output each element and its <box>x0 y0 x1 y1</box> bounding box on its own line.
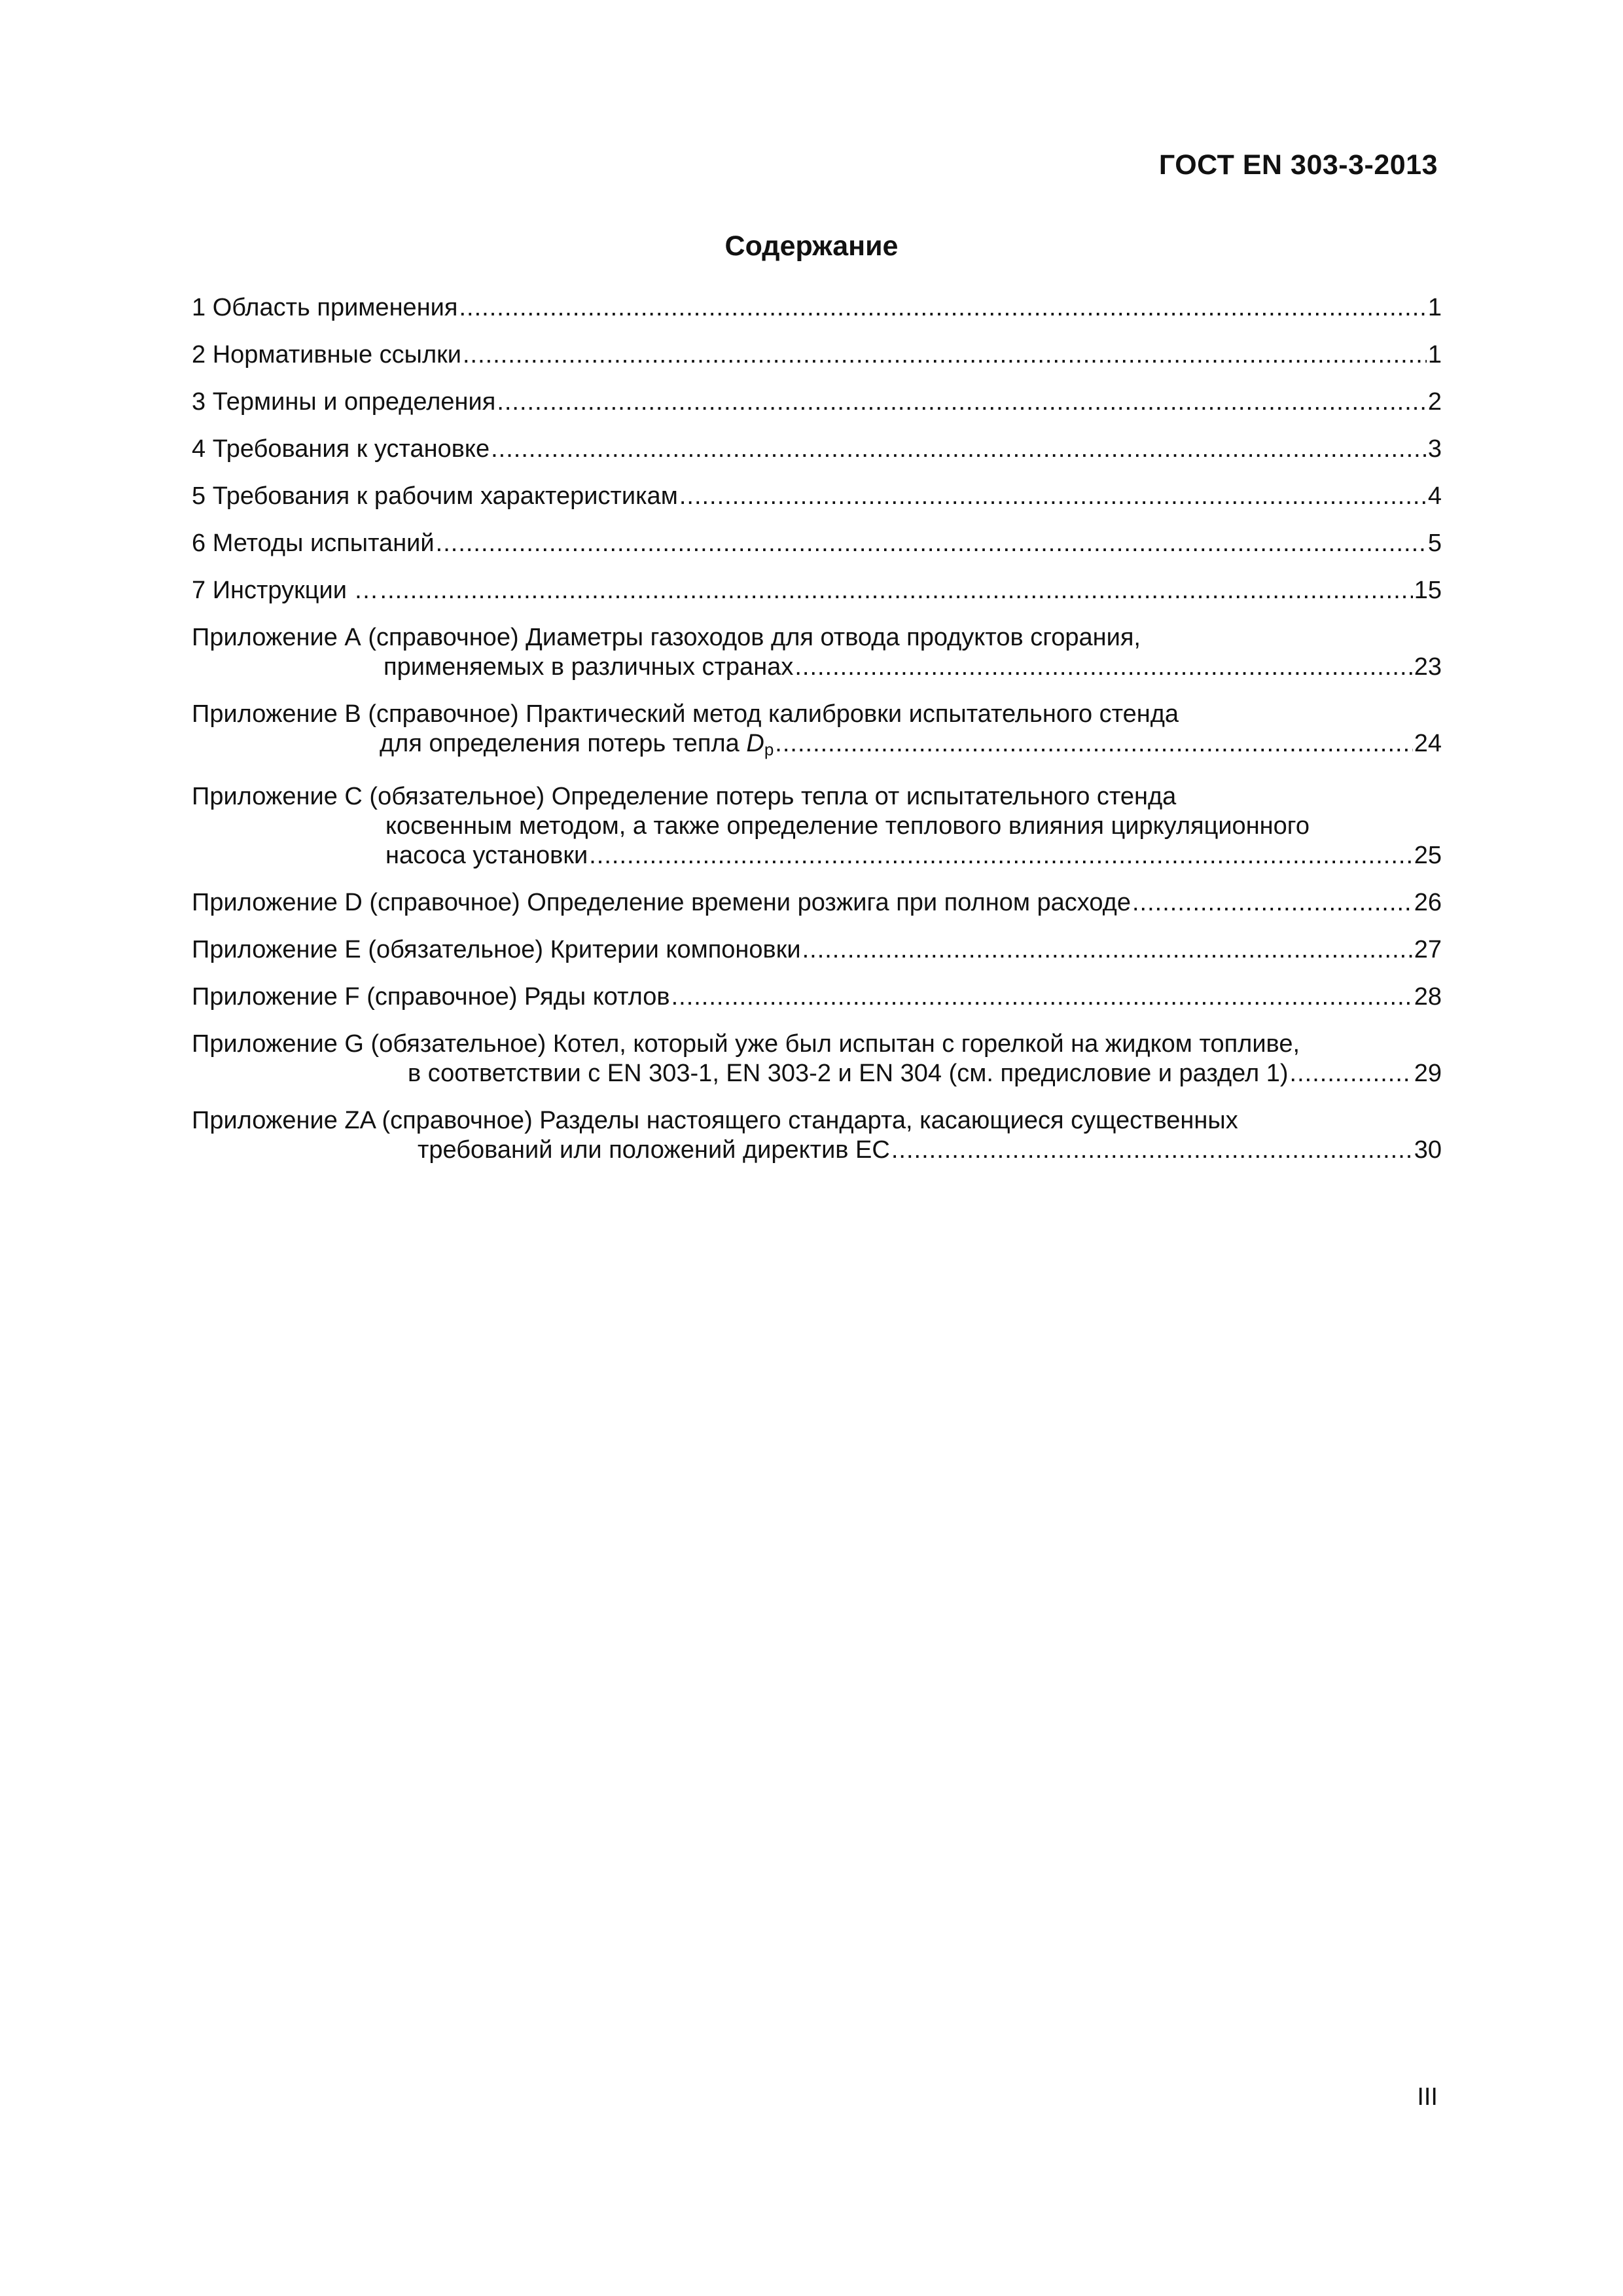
dot-leader <box>589 841 1413 870</box>
toc-entry-4[interactable] <box>192 435 1442 464</box>
toc-annex-e[interactable] <box>192 935 1442 965</box>
toc-annex-a[interactable] <box>192 623 1442 682</box>
toc-annex-title-line: применяемых в различных странах <box>383 653 794 681</box>
page-number: III <box>1417 2083 1438 2111</box>
document-designation: ГОСТ EN 303-3-2013 <box>1158 149 1438 181</box>
toc-page-number: 23 <box>1414 653 1442 681</box>
toc-page-number: 15 <box>1414 577 1442 604</box>
toc-annex-za[interactable] <box>192 1106 1442 1165</box>
toc-entry-6[interactable] <box>192 529 1442 558</box>
toc-entry-7[interactable] <box>192 576 1442 605</box>
dot-leader <box>891 1136 1413 1165</box>
toc-annex-g[interactable] <box>192 1030 1442 1088</box>
toc-annex-d[interactable] <box>192 888 1442 918</box>
toc-annex-title-line: требований или положений директив ЕС <box>418 1136 890 1164</box>
toc-page-number: 30 <box>1414 1136 1442 1164</box>
heat-loss-symbol: D <box>746 730 764 757</box>
dot-leader <box>802 935 1413 965</box>
toc-entry-label: 3 Термины и определения <box>192 388 496 416</box>
toc-annex-title-line: Приложение ZA (справочное) Разделы настоящего стандарта, касающиеся существенных <box>192 1107 1238 1134</box>
toc-page-number: 3 <box>1427 435 1442 463</box>
toc-page-number: 4 <box>1427 482 1442 510</box>
dot-leader <box>459 293 1426 323</box>
toc-annex-title-text: для определения потерь тепла <box>380 730 747 757</box>
toc-annex-title-line: в соответствии с EN 303-1, EN 303-2 и EN 304 (см. предисловие и раздел 1) <box>408 1060 1289 1087</box>
toc-page-number: 5 <box>1427 529 1442 557</box>
toc-entry-3[interactable] <box>192 387 1442 417</box>
toc-annex-b[interactable] <box>192 700 1442 764</box>
dot-leader <box>1132 888 1413 918</box>
toc-page-number: 1 <box>1427 341 1442 368</box>
toc-page-number: 28 <box>1414 983 1442 1011</box>
dot-leader <box>671 982 1413 1012</box>
toc-entry-label: 6 Методы испытаний <box>192 529 435 557</box>
toc-entry-label: 4 Требования к установке <box>192 435 490 463</box>
toc-entry-1[interactable] <box>192 293 1442 323</box>
toc-page-number: 2 <box>1427 388 1442 416</box>
dot-leader <box>1290 1059 1413 1088</box>
toc-annex-title-line: Приложение С (обязательное) Определение потерь тепла от испытательного стенда <box>192 783 1177 810</box>
dot-leader <box>679 482 1427 511</box>
toc-annex-title-line: Приложение В (справочное) Практический метод калибровки испытательного стенда <box>192 700 1179 728</box>
toc-page-number: 24 <box>1414 730 1442 757</box>
toc-page-number: 29 <box>1414 1060 1442 1087</box>
table-of-contents <box>192 293 1442 1183</box>
dot-leader <box>491 435 1427 464</box>
dot-leader <box>794 653 1412 682</box>
toc-annex-title-line: Приложение А (справочное) Диаметры газоходов для отвода продуктов сгорания, <box>192 624 1141 651</box>
toc-entry-label: 2 Нормативные ссылки <box>192 341 461 368</box>
dot-leader <box>463 340 1427 370</box>
toc-annex-title-line <box>380 729 774 764</box>
toc-entry-label: 7 Инструкции … <box>192 577 379 604</box>
dot-leader <box>497 387 1427 417</box>
toc-annex-title-line: Приложение G (обязательное) Котел, который уже был испытан с горелкой на жидком топливе, <box>192 1030 1300 1058</box>
toc-page-number: 25 <box>1414 842 1442 869</box>
toc-entry-2[interactable] <box>192 340 1442 370</box>
dot-leader <box>436 529 1427 558</box>
toc-page-number: 26 <box>1414 889 1442 916</box>
toc-annex-title-line: косвенным методом, а также определение теплового влияния циркуляционного <box>385 812 1310 840</box>
toc-entry-label: 5 Требования к рабочим характеристикам <box>192 482 678 510</box>
toc-page-number: 1 <box>1427 294 1442 321</box>
toc-annex-title-line: Приложение Е (обязательное) Критерии компоновки <box>192 936 801 963</box>
dot-leader <box>775 729 1412 759</box>
toc-entry-label: 1 Область применения <box>192 294 458 321</box>
toc-annex-title-line: Приложение F (справочное) Ряды котлов <box>192 983 670 1011</box>
heat-loss-symbol-subscript: p <box>764 740 774 759</box>
dot-leader <box>380 576 1413 605</box>
toc-annex-c[interactable] <box>192 782 1442 870</box>
toc-page-number: 27 <box>1414 936 1442 963</box>
toc-annex-title-line: насоса установки <box>385 842 588 869</box>
toc-entry-5[interactable] <box>192 482 1442 511</box>
toc-annex-title-line: Приложение D (справочное) Определение времени розжига при полном расходе <box>192 889 1131 916</box>
toc-annex-f[interactable] <box>192 982 1442 1012</box>
toc-title: Содержание <box>724 230 899 262</box>
